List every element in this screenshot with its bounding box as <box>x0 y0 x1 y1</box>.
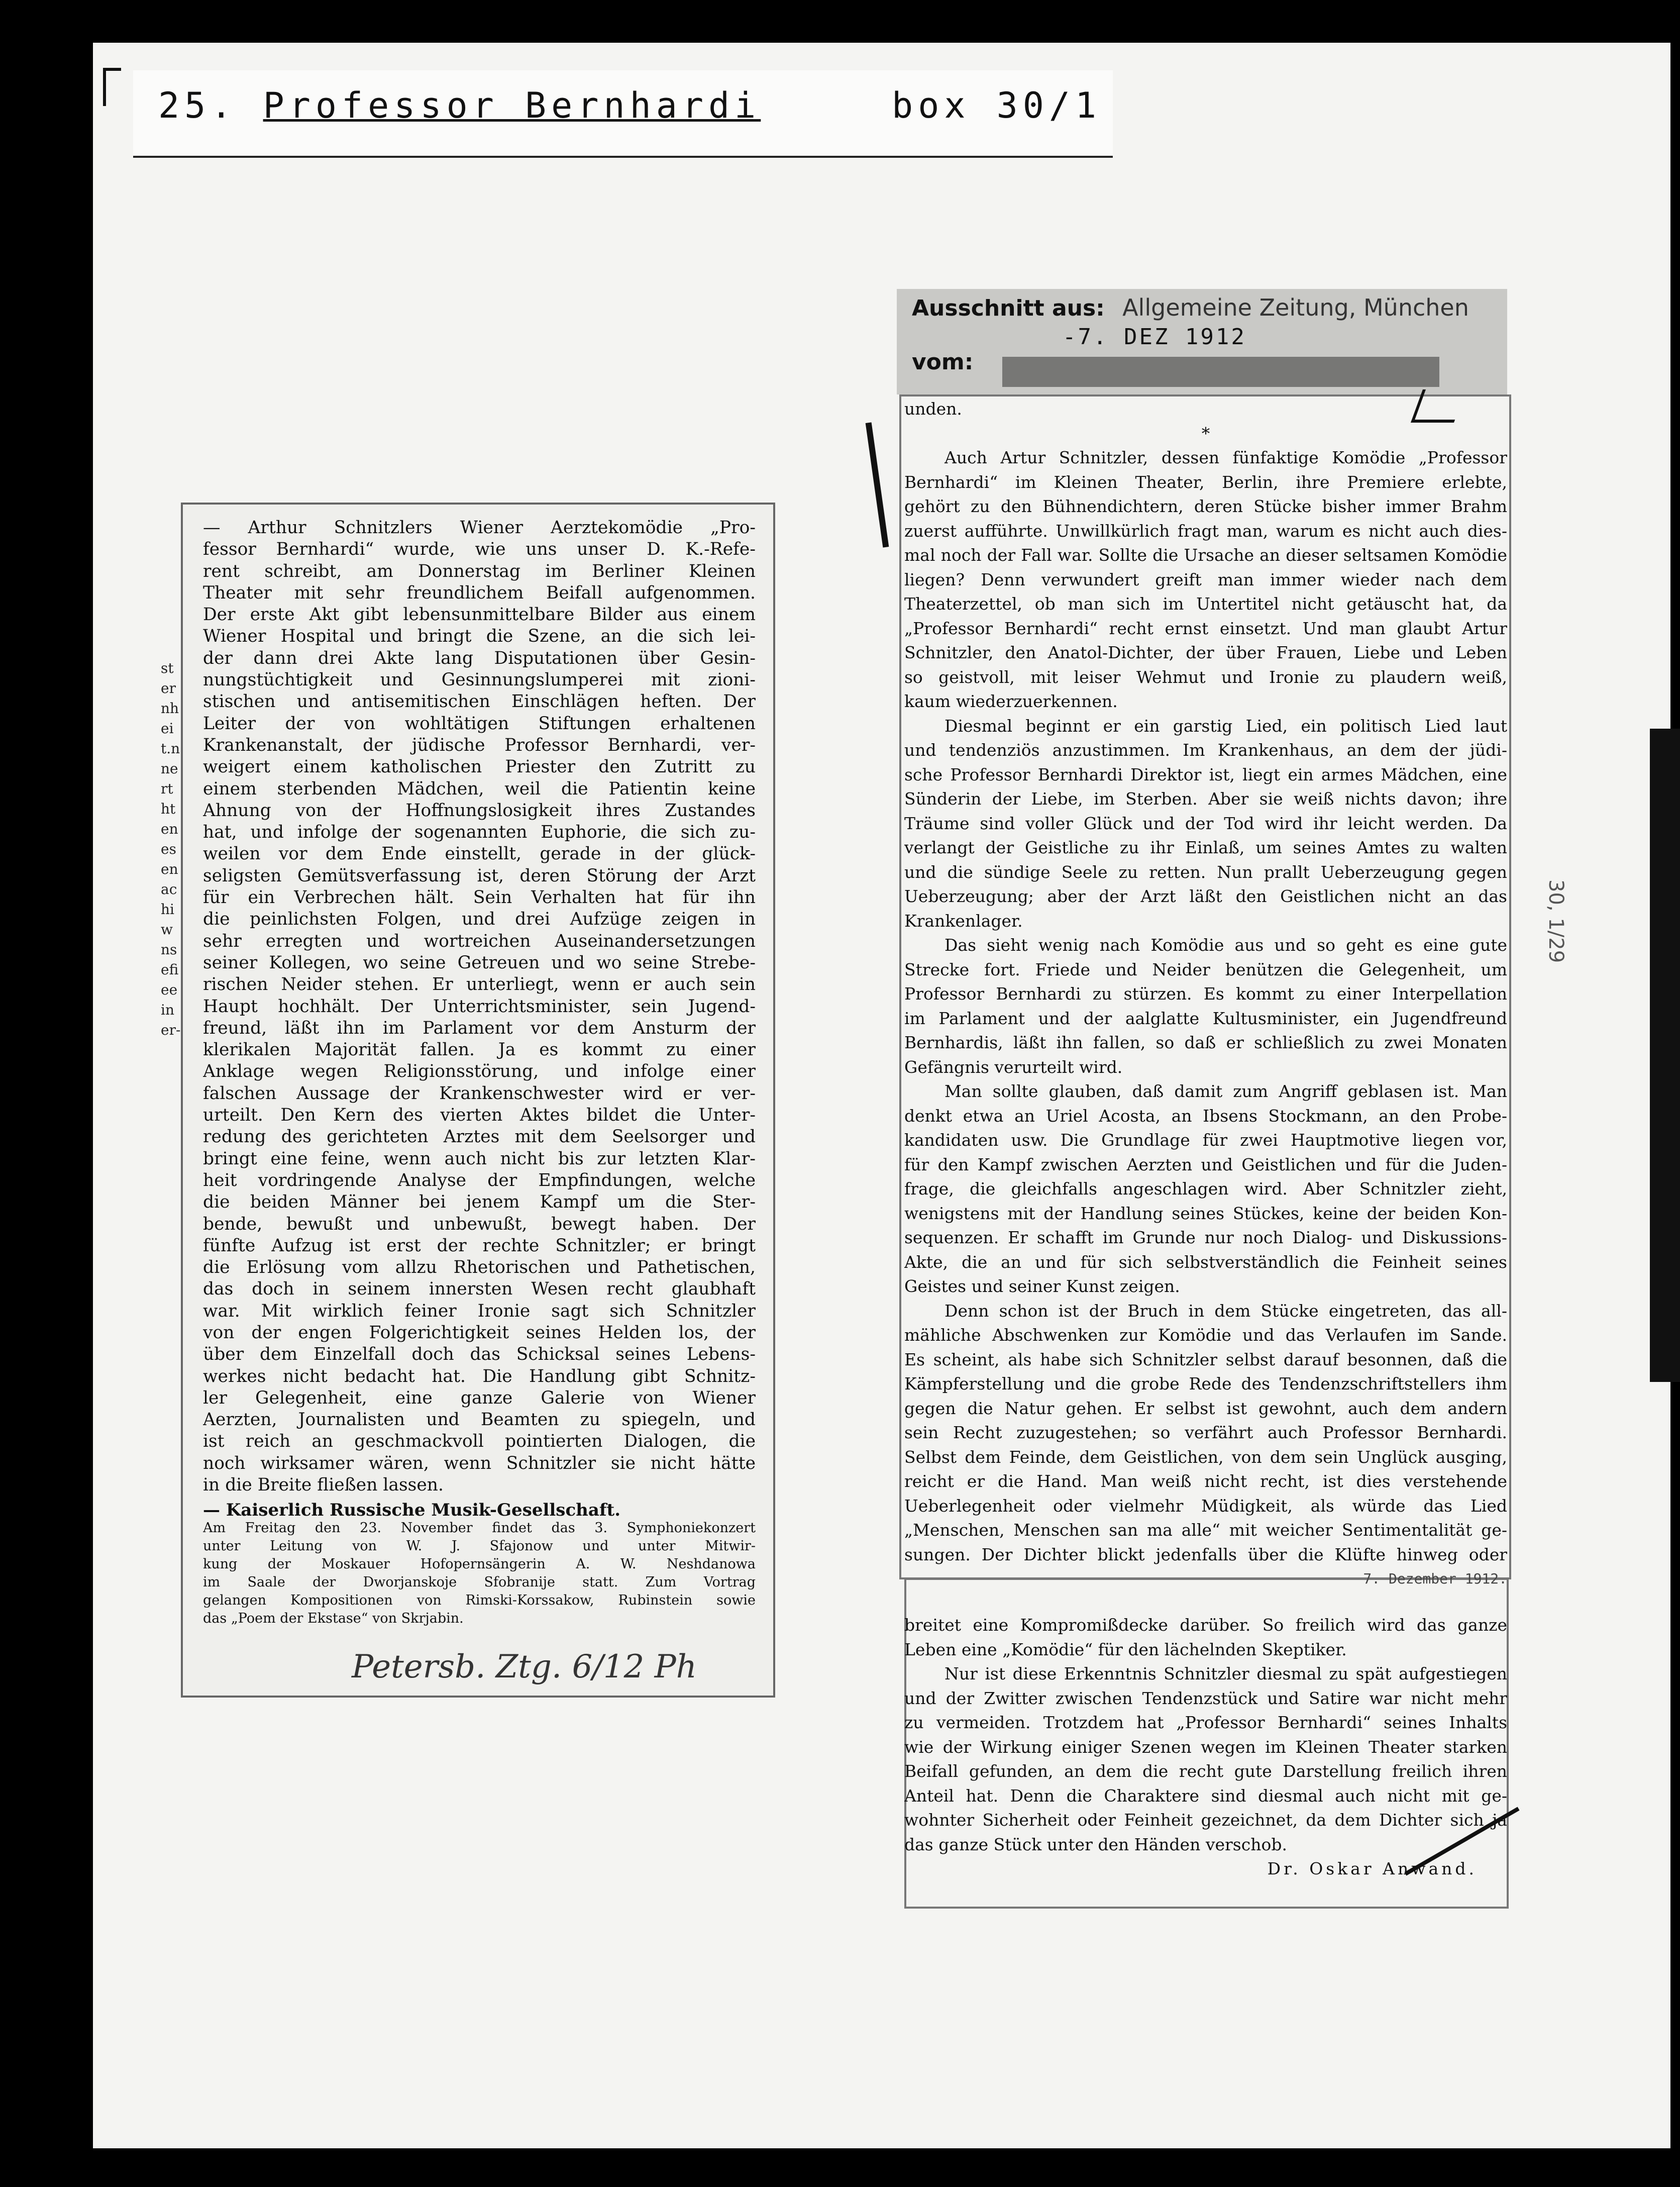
review-line: Das sieht wenig nach Komödie aus und so geht es eine gute <box>944 935 1507 955</box>
article-line: für ein Verbrechen hält. Sein Verhalten hat für ihn <box>203 887 756 908</box>
article-line: in die Breite fließen lassen. <box>203 1475 444 1496</box>
corner-mark <box>103 68 121 106</box>
notice-line: Am Freitag den 23. November findet das 3. Symphoniekonzert <box>203 1520 756 1536</box>
review-line: kandidaten usw. Die Grundlage für zwei Hauptmotive liegen vor, <box>904 1130 1507 1150</box>
review-line: Geistes und seiner Kunst zeigen. <box>904 1276 1180 1296</box>
review-line: Leben eine „Komödie“ für den lächelnden Skeptiker. <box>904 1639 1347 1659</box>
right-clipping-text-continued <box>904 1613 1507 1881</box>
stamp-row-source <box>912 294 1469 321</box>
review-line: gehört zu den Bühnendichtern, deren Stücke bisher immer Brahm <box>904 496 1507 516</box>
author-signature: Dr. Oskar Anwand. <box>1267 1859 1477 1878</box>
article-line: Leiter der von wohltätigen Stiftungen erhaltenen <box>203 713 756 734</box>
review-line: sein Recht zuzugestehen; so verfährt auch Professor Bernhardi. <box>904 1423 1507 1442</box>
review-line: mähliche Abschwenken zur Komödie und das Verlaufen im Sande. <box>904 1325 1507 1345</box>
notice-line: unter Leitung von W. J. Sfajonow und unter Mitwir- <box>203 1538 756 1554</box>
article-line: weilen vor dem Ende einstellt, gerade in der glück- <box>203 844 756 864</box>
review-line: breitet eine Kompromißdecke darüber. So freilich wird das ganze <box>904 1615 1507 1635</box>
review-line: gegen die Natur gehen. Er selbst ist gewohnt, auch dem andern <box>904 1398 1507 1418</box>
stamp-from-label: vom: <box>912 349 974 375</box>
article-line: von der engen Folgerichtigkeit seines Helden los, der <box>203 1322 756 1343</box>
review-line: zuerst aufführte. Unwillkürlich fragt man, warum es nicht auch dies- <box>904 521 1507 541</box>
review-line: Auch Artur Schnitzler, dessen fünfaktige Komödie „Professor <box>944 448 1507 467</box>
review-line: wenigstens mit der Handlung seines Stückes, keine der beiden Kon- <box>904 1203 1507 1223</box>
notice-heading: — Kaiserlich Russische Musik-Gesellschaft. <box>203 1501 621 1520</box>
article-line: freund, läßt ihn im Parlament vor dem Ansturm der <box>203 1018 756 1038</box>
article-line: urteilt. Den Kern des vierten Aktes bildet die Unter- <box>203 1105 756 1126</box>
article-line: fessor Bernhardi“ wurde, wie uns unser D. K.-Refe- <box>203 539 756 560</box>
label-box: box 30/1 <box>892 85 1102 126</box>
review-line: Ueberzeugung; aber der Arzt läßt den Geistlichen nicht an das <box>904 886 1507 906</box>
left-clipping <box>181 503 775 1698</box>
article-line: werkes nicht bedacht hat. Die Handlung gibt Schnitz- <box>203 1366 756 1386</box>
article-line: Theater mit sehr freundlichem Beifall aufgenommen. <box>203 582 756 603</box>
article-line: Krankenanstalt, der jüdische Professor Bernhardi, ver- <box>203 735 756 755</box>
review-line: reicht er die Hand. Man weiß nicht recht, ist dies verstehende <box>904 1471 1507 1491</box>
review-line: liegen? Denn verwundert greift man immer wieder nach dem <box>904 569 1507 589</box>
date-fragment: 7. Dezember 1912. <box>1363 1570 1507 1585</box>
stamp-cut-label: Ausschnitt aus: <box>912 295 1105 321</box>
article-line: seligsten Gemütsverfassung ist, deren Störung der Arzt <box>203 865 756 886</box>
review-line: Strecke fort. Friede und Neider benützen die Gelegenheit, um <box>904 959 1507 979</box>
review-line: kaum wiederzuerkennen. <box>904 691 1118 711</box>
review-line: verlangt der Geistliche zu ihr Einlaß, um seines Amtes zu walten <box>904 838 1507 857</box>
review-line: für den Kampf zwischen Aerzten und Geistlichen und für die Juden- <box>904 1154 1507 1174</box>
handwritten-signature: Petersb. Ztg. 6/12 Ph <box>352 1648 697 1685</box>
clipping-header-stamp <box>897 289 1507 394</box>
notice-block <box>203 1501 756 1628</box>
review-line: Beifall gefunden, an dem die recht gute Darstellung freilich ihren <box>904 1761 1507 1781</box>
label-title: Professor Bernhardi <box>263 85 761 126</box>
review-line: sche Professor Bernhardi Direktor ist, liegt ein armes Mädchen, eine <box>904 764 1507 784</box>
article-line: seiner Kollegen, wo seine Getreuen und wo seine Strebe- <box>203 952 756 973</box>
review-line: „Menschen, Menschen san ma alle“ mit weicher Sentimentalität ge- <box>904 1520 1507 1540</box>
article-line: hat, und infolge der sogenannten Euphorie, die sich zu- <box>203 822 756 843</box>
review-line: Anteil hat. Denn die Charaktere sind diesmal auch nicht mit ge- <box>904 1785 1507 1806</box>
stamp-date: -7. DEZ 1912 <box>1063 324 1246 350</box>
review-line: Nur ist diese Erkenntnis Schnitzler diesmal zu spät aufgestiegen <box>944 1664 1507 1683</box>
article-line: über dem Einzelfall doch das Schicksal seines Lebens- <box>203 1344 756 1365</box>
article-line: Anklage wegen Religionsstörung, und infolge einer <box>203 1061 756 1082</box>
review-line: Ueberlegenheit oder vielmehr Müdigkeit, als würde das Lied <box>904 1496 1507 1516</box>
asterisk-separator: * <box>1201 423 1210 443</box>
stamp-smudge <box>1002 357 1439 387</box>
review-line: Gefängnis verurteilt wird. <box>904 1057 1123 1077</box>
left-margin-fragment: sternheit.nnerthtenesenachiwnsefieeiner- <box>161 660 181 1038</box>
article-line: die peinlichsten Folgen, und drei Aufzüge zeigen in <box>203 909 756 930</box>
review-line: Theaterzettel, ob man sich im Untertitel nicht getäuscht hat, da <box>904 594 1507 614</box>
review-line: wohnter Sicherheit oder Feinheit gezeichnet, da dem Dichter sich ja <box>904 1810 1507 1830</box>
article-line: Haupt hochhält. Der Unterrichtsminister, sein Jugend- <box>203 996 756 1017</box>
review-line: im Parlament und der aalglatte Kultusminister, ein Jugendfreund <box>904 1008 1507 1028</box>
article-line: ler Gelegenheit, eine ganze Galerie von Wiener <box>203 1387 756 1408</box>
article-line: bende, bewußt und unbewußt, bewegt haben. Der <box>203 1214 756 1234</box>
review-line: Professor Bernhardi zu stürzen. Es kommt zu einer Interpellation <box>904 984 1507 1004</box>
article-line: Aerzten, Journalisten und Beamten zu spiegeln, und <box>203 1410 756 1430</box>
notice-line: das „Poem der Ekstase“ von Skrjabin. <box>203 1611 464 1627</box>
review-line: Sünderin der Liebe, im Sterben. Aber sie weiß nichts davon; ihre <box>904 789 1507 809</box>
article-line: Der erste Akt gibt lebensunmittelbare Bilder aus einem <box>203 605 756 625</box>
review-line: Denn schon ist der Bruch in dem Stücke eingetreten, das all- <box>944 1301 1507 1321</box>
stamp-source: Allgemeine Zeitung, München <box>1122 294 1469 321</box>
review-line: mal noch der Fall war. Sollte die Ursache an dieser seltsamen Komödie <box>904 545 1507 565</box>
article-line: stischen und antisemitischen Einschlägen heften. Der <box>203 691 756 712</box>
review-line: Selbst dem Feinde, dem Geistlichen, von dem sein Unglück ausging, <box>904 1447 1507 1467</box>
review-line: Es scheint, als habe sich Schnitzler selbst darauf besonnen, daß die <box>904 1349 1507 1369</box>
article-line: redung des gerichteten Arztes mit dem Seelsorger und <box>203 1127 756 1147</box>
review-line: Krankenlager. <box>904 911 1023 931</box>
article-line: klerikalen Majorität fallen. Ja es kommt zu einer <box>203 1040 756 1060</box>
review-line: frage, die gleichfalls angeschlagen wird. Aber Schnitzler zieht, <box>904 1179 1507 1199</box>
notice-line: im Saale der Dworjanskoje Sfobranije statt. Zum Vortrag <box>203 1574 756 1590</box>
article-line: Wiener Hospital und bringt die Szene, an die sich lei- <box>203 626 756 647</box>
article-line: ist reich an geschmackvoll pointierten Dialogen, die <box>203 1431 756 1452</box>
notice-line: gelangen Kompositionen von Rimski-Korssakow, Rubinstein sowie <box>203 1593 756 1609</box>
article-line: fünfte Aufzug ist erst der rechte Schnitzler; er bringt <box>203 1235 756 1256</box>
review-line: das ganze Stück unter den Händen verschob. <box>904 1834 1287 1854</box>
review-line: so geistvoll, mit leiser Wehmut und Ironie zu plaudern weiß, <box>904 667 1507 687</box>
review-line: wie der Wirkung einiger Szenen wegen im Kleinen Theater starken <box>904 1737 1507 1757</box>
review-line: und der Zwitter zwischen Tendenzstück und Satire war nicht mehr <box>904 1688 1507 1708</box>
review-line: und die sündige Seele zu retten. Nun prallt Ueberzeugung gegen <box>904 862 1507 882</box>
article-line: heit vordringende Analyse der Empfindungen, welche <box>203 1170 756 1190</box>
article-line: war. Mit wirklich feiner Ironie sagt sich Schnitzler <box>203 1301 756 1321</box>
article-line: rent schreibt, am Donnerstag im Berliner Kleinen <box>203 561 756 581</box>
article-line: die Erlösung vom allzu Rhetorischen und Pathetischen, <box>203 1257 756 1278</box>
article-line: Ahnung von der Hoffnungslosigkeit ihres Zustandes <box>203 800 756 821</box>
review-line: „Professor Bernhardi“ recht ernst einsetzt. Und man glaubt Artur <box>904 618 1507 638</box>
review-line: Diesmal beginnt er ein garstig Lied, ein politisch Lied laut <box>944 716 1507 736</box>
article-line: die beiden Männer bei jenem Kampf um die Ster- <box>203 1192 756 1213</box>
article-line: — Arthur Schnitzlers Wiener Aerztekomödie „Pro- <box>203 518 756 538</box>
article-line: bringt eine feine, wenn auch nicht bis zur letzten Klar- <box>203 1148 756 1169</box>
notice-line: kung der Moskauer Hofopernsängerin A. W. Neshdanowa <box>203 1556 756 1572</box>
fragment-line: unden. <box>904 399 962 419</box>
review-line: zu vermeiden. Trotzdem hat „Professor Bernhardi“ seines Inhalts <box>904 1713 1507 1732</box>
review-line: sungen. Der Dichter blickt jedenfalls über die Klüfte hinweg oder <box>904 1544 1507 1564</box>
review-line: Bernhardi“ im Kleinen Theater, Berlin, ihre Premiere erlebte, <box>904 472 1507 492</box>
article-line: das doch in seinem innersten Wesen recht glaubhaft <box>203 1279 756 1300</box>
label-number: 25. <box>158 85 237 126</box>
review-line: denkt etwa an Uriel Acosta, an Ibsens Stockmann, an den Probe- <box>904 1106 1507 1126</box>
review-line: Man sollte glauben, daß damit zum Angriff geblasen ist. Man <box>944 1081 1507 1101</box>
article-line: nungstüchtigkeit und Gesinnungslumperei mit zioni- <box>203 670 756 690</box>
margin-right-note: 30, 1/29 <box>1544 879 1567 963</box>
article-line: der dann drei Akte lang Disputationen über Gesin- <box>203 648 756 668</box>
article-line: rischen Neider stehen. Er unterliegt, wenn er auch sein <box>203 974 756 995</box>
review-line: sequenzen. Er schafft im Grunde nur noch Dialog- und Diskussions- <box>904 1228 1507 1247</box>
review-line: und tendenziös anzustimmen. Im Krankenhaus, an dem der jüdi- <box>904 740 1507 760</box>
right-clipping-text <box>904 397 1507 1567</box>
left-clipping-text <box>203 517 756 1628</box>
review-line: Kämpferstellung und die grobe Rede des Tendenzschriftstellers ihm <box>904 1374 1507 1394</box>
review-line: Akte, die an und für sich selbstverständlich die Feinheit seines <box>904 1252 1507 1272</box>
article-line: noch wirksamer wären, wenn Schnitzler sie nicht hätte <box>203 1453 756 1473</box>
review-line: Träume sind voller Glück und der Tod wird ihr leicht werden. Da <box>904 813 1507 833</box>
article-line: einem sterbenden Mädchen, weil die Patientin keine <box>203 778 756 799</box>
review-line: Schnitzler, den Anatol-Dichter, der über Frauen, Liebe und Leben <box>904 643 1507 662</box>
article-line: falschen Aussage der Krankenschwester wird er ver- <box>203 1083 756 1104</box>
article-line: weigert einem katholischen Priester den Zutritt zu <box>203 757 756 777</box>
review-line: Bernhardis, läßt ihn fallen, so daß er schließlich zu zwei Monaten <box>904 1033 1507 1052</box>
sheet-shadow <box>1650 729 1680 1382</box>
article-line: sehr erregten und wortreichen Auseinandersetzungen <box>203 931 756 951</box>
archive-label <box>158 75 1101 136</box>
